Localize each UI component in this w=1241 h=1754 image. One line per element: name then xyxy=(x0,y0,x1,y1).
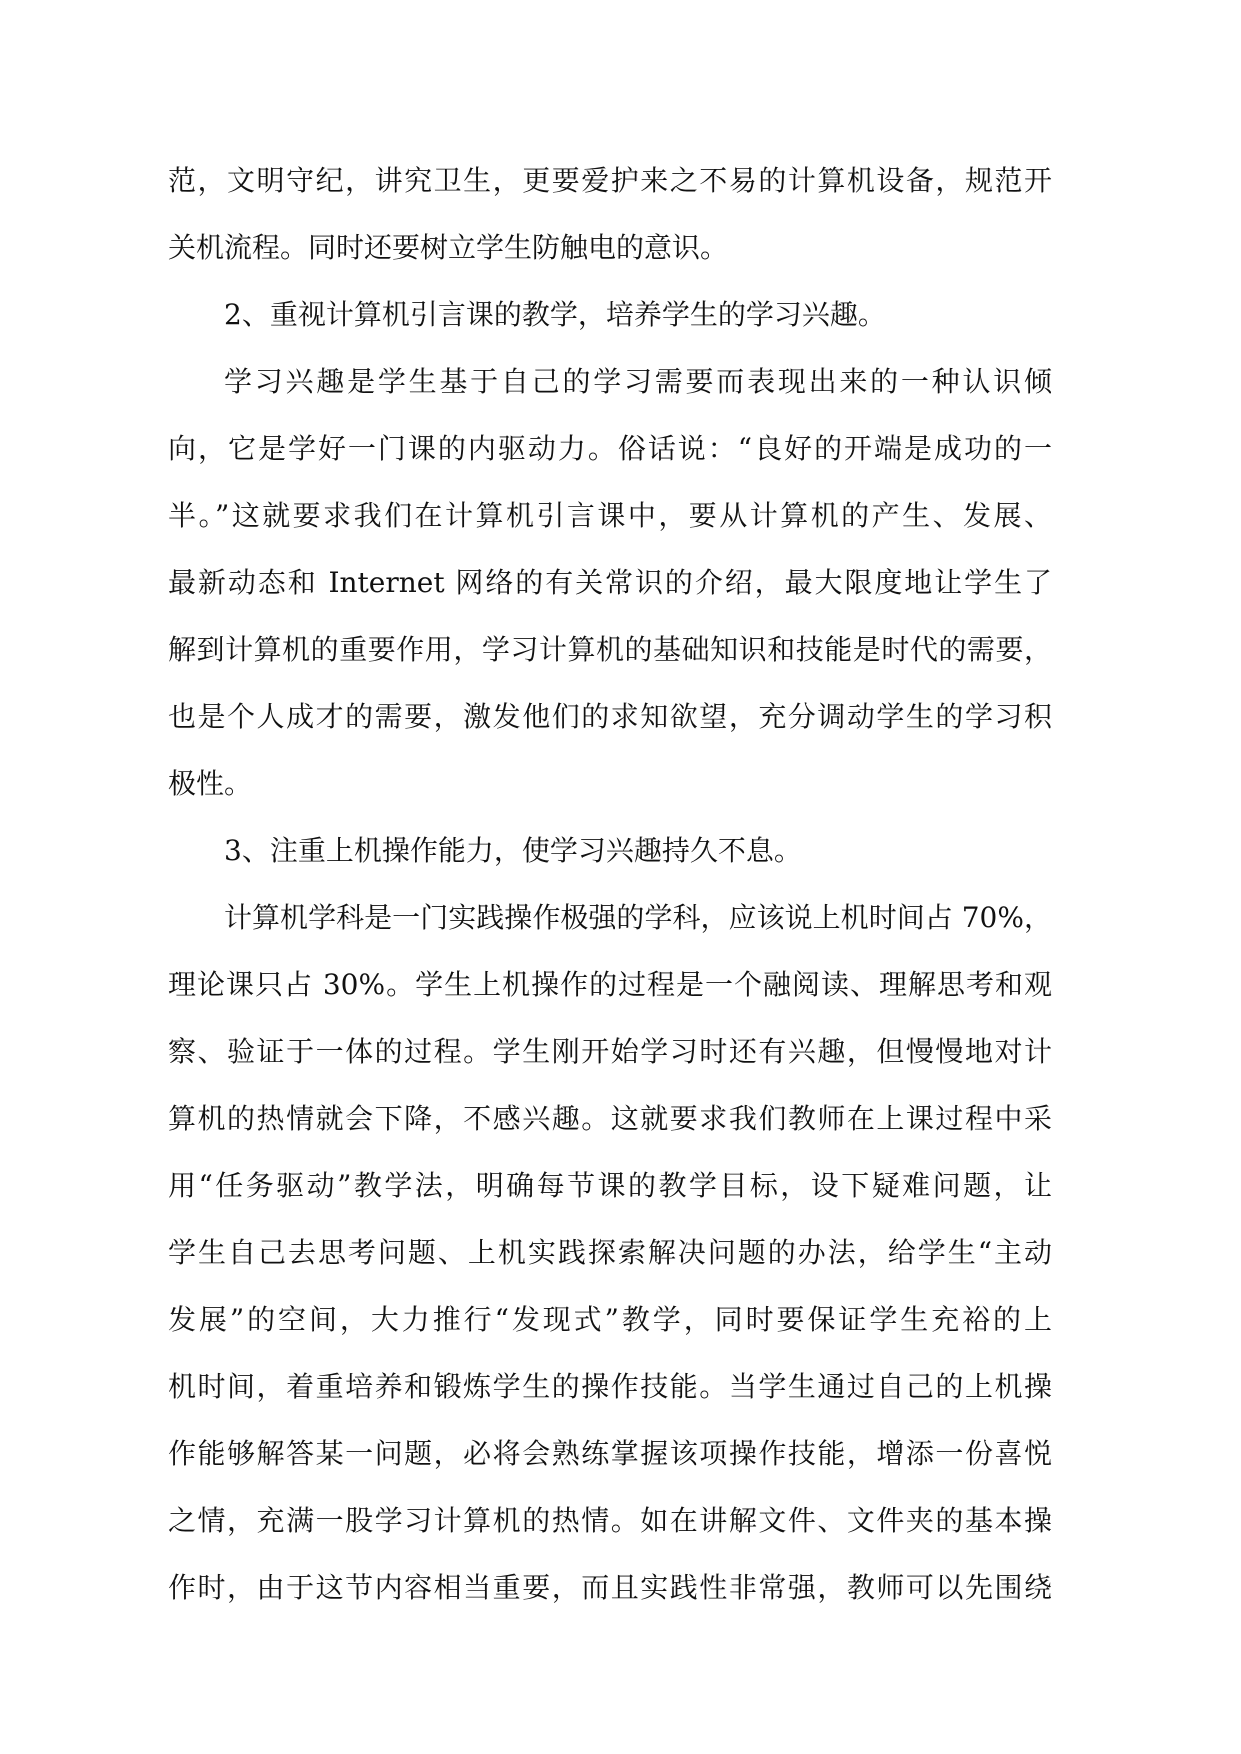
paragraph xyxy=(168,348,1052,817)
text-line: 学习兴趣是学生基于自己的学习需要而表现出来的一种认识倾 xyxy=(224,365,1052,398)
text-line: 学生自己去思考问题、上机实践探索解决问题的办法，给学生“主动 xyxy=(168,1236,1052,1269)
text-line: 极性。 xyxy=(168,767,253,800)
text-line: 2、重视计算机引言课的教学，培养学生的学习兴趣。 xyxy=(224,298,886,331)
text-line: 也是个人成才的需要，激发他们的求知欲望，充分调动学生的学习积 xyxy=(168,700,1052,733)
text-line: 理论课只占 30%。学生上机操作的过程是一个融阅读、理解思考和观 xyxy=(168,968,1052,1001)
text-line: 向，它是学好一门课的内驱动力。俗话说：“良好的开端是成功的一 xyxy=(168,432,1052,465)
text-line: 用“任务驱动”教学法，明确每节课的教学目标，设下疑难问题，让 xyxy=(168,1169,1052,1202)
text-line: 关机流程。同时还要树立学生防触电的意识。 xyxy=(168,231,729,264)
text-line: 机时间，着重培养和锻炼学生的操作技能。当学生通过自己的上机操 xyxy=(168,1370,1052,1403)
text-line: 察、验证于一体的过程。学生刚开始学习时还有兴趣，但慢慢地对计 xyxy=(168,1035,1052,1068)
text-line: 解到计算机的重要作用，学习计算机的基础知识和技能是时代的需要， xyxy=(168,633,1052,666)
text-line: 发展”的空间，大力推行“发现式”教学，同时要保证学生充裕的上 xyxy=(168,1303,1052,1336)
text-line: 计算机学科是一门实践操作极强的学科，应该说上机时间占 70%， xyxy=(224,901,1052,934)
text-line: 作能够解答某一问题，必将会熟练掌握该项操作技能，增添一份喜悦 xyxy=(168,1437,1052,1470)
section-heading xyxy=(168,817,1052,884)
section-heading xyxy=(168,281,1052,348)
text-line: 之情，充满一股学习计算机的热情。如在讲解文件、文件夹的基本操 xyxy=(168,1504,1052,1537)
document-body xyxy=(168,147,1052,1621)
text-line: 算机的热情就会下降，不感兴趣。这就要求我们教师在上课过程中采 xyxy=(168,1102,1052,1135)
paragraph xyxy=(168,147,1052,281)
text-line: 范，文明守纪，讲究卫生，更要爱护来之不易的计算机设备，规范开 xyxy=(168,164,1052,197)
text-line: 半。”这就要求我们在计算机引言课中，要从计算机的产生、发展、 xyxy=(168,499,1052,532)
text-line: 3、注重上机操作能力，使学习兴趣持久不息。 xyxy=(224,834,802,867)
paragraph xyxy=(168,884,1052,1621)
text-line: 最新动态和 Internet 网络的有关常识的介绍，最大限度地让学生了 xyxy=(168,566,1052,599)
text-line: 作时，由于这节内容相当重要，而且实践性非常强，教师可以先围绕 xyxy=(168,1571,1052,1604)
